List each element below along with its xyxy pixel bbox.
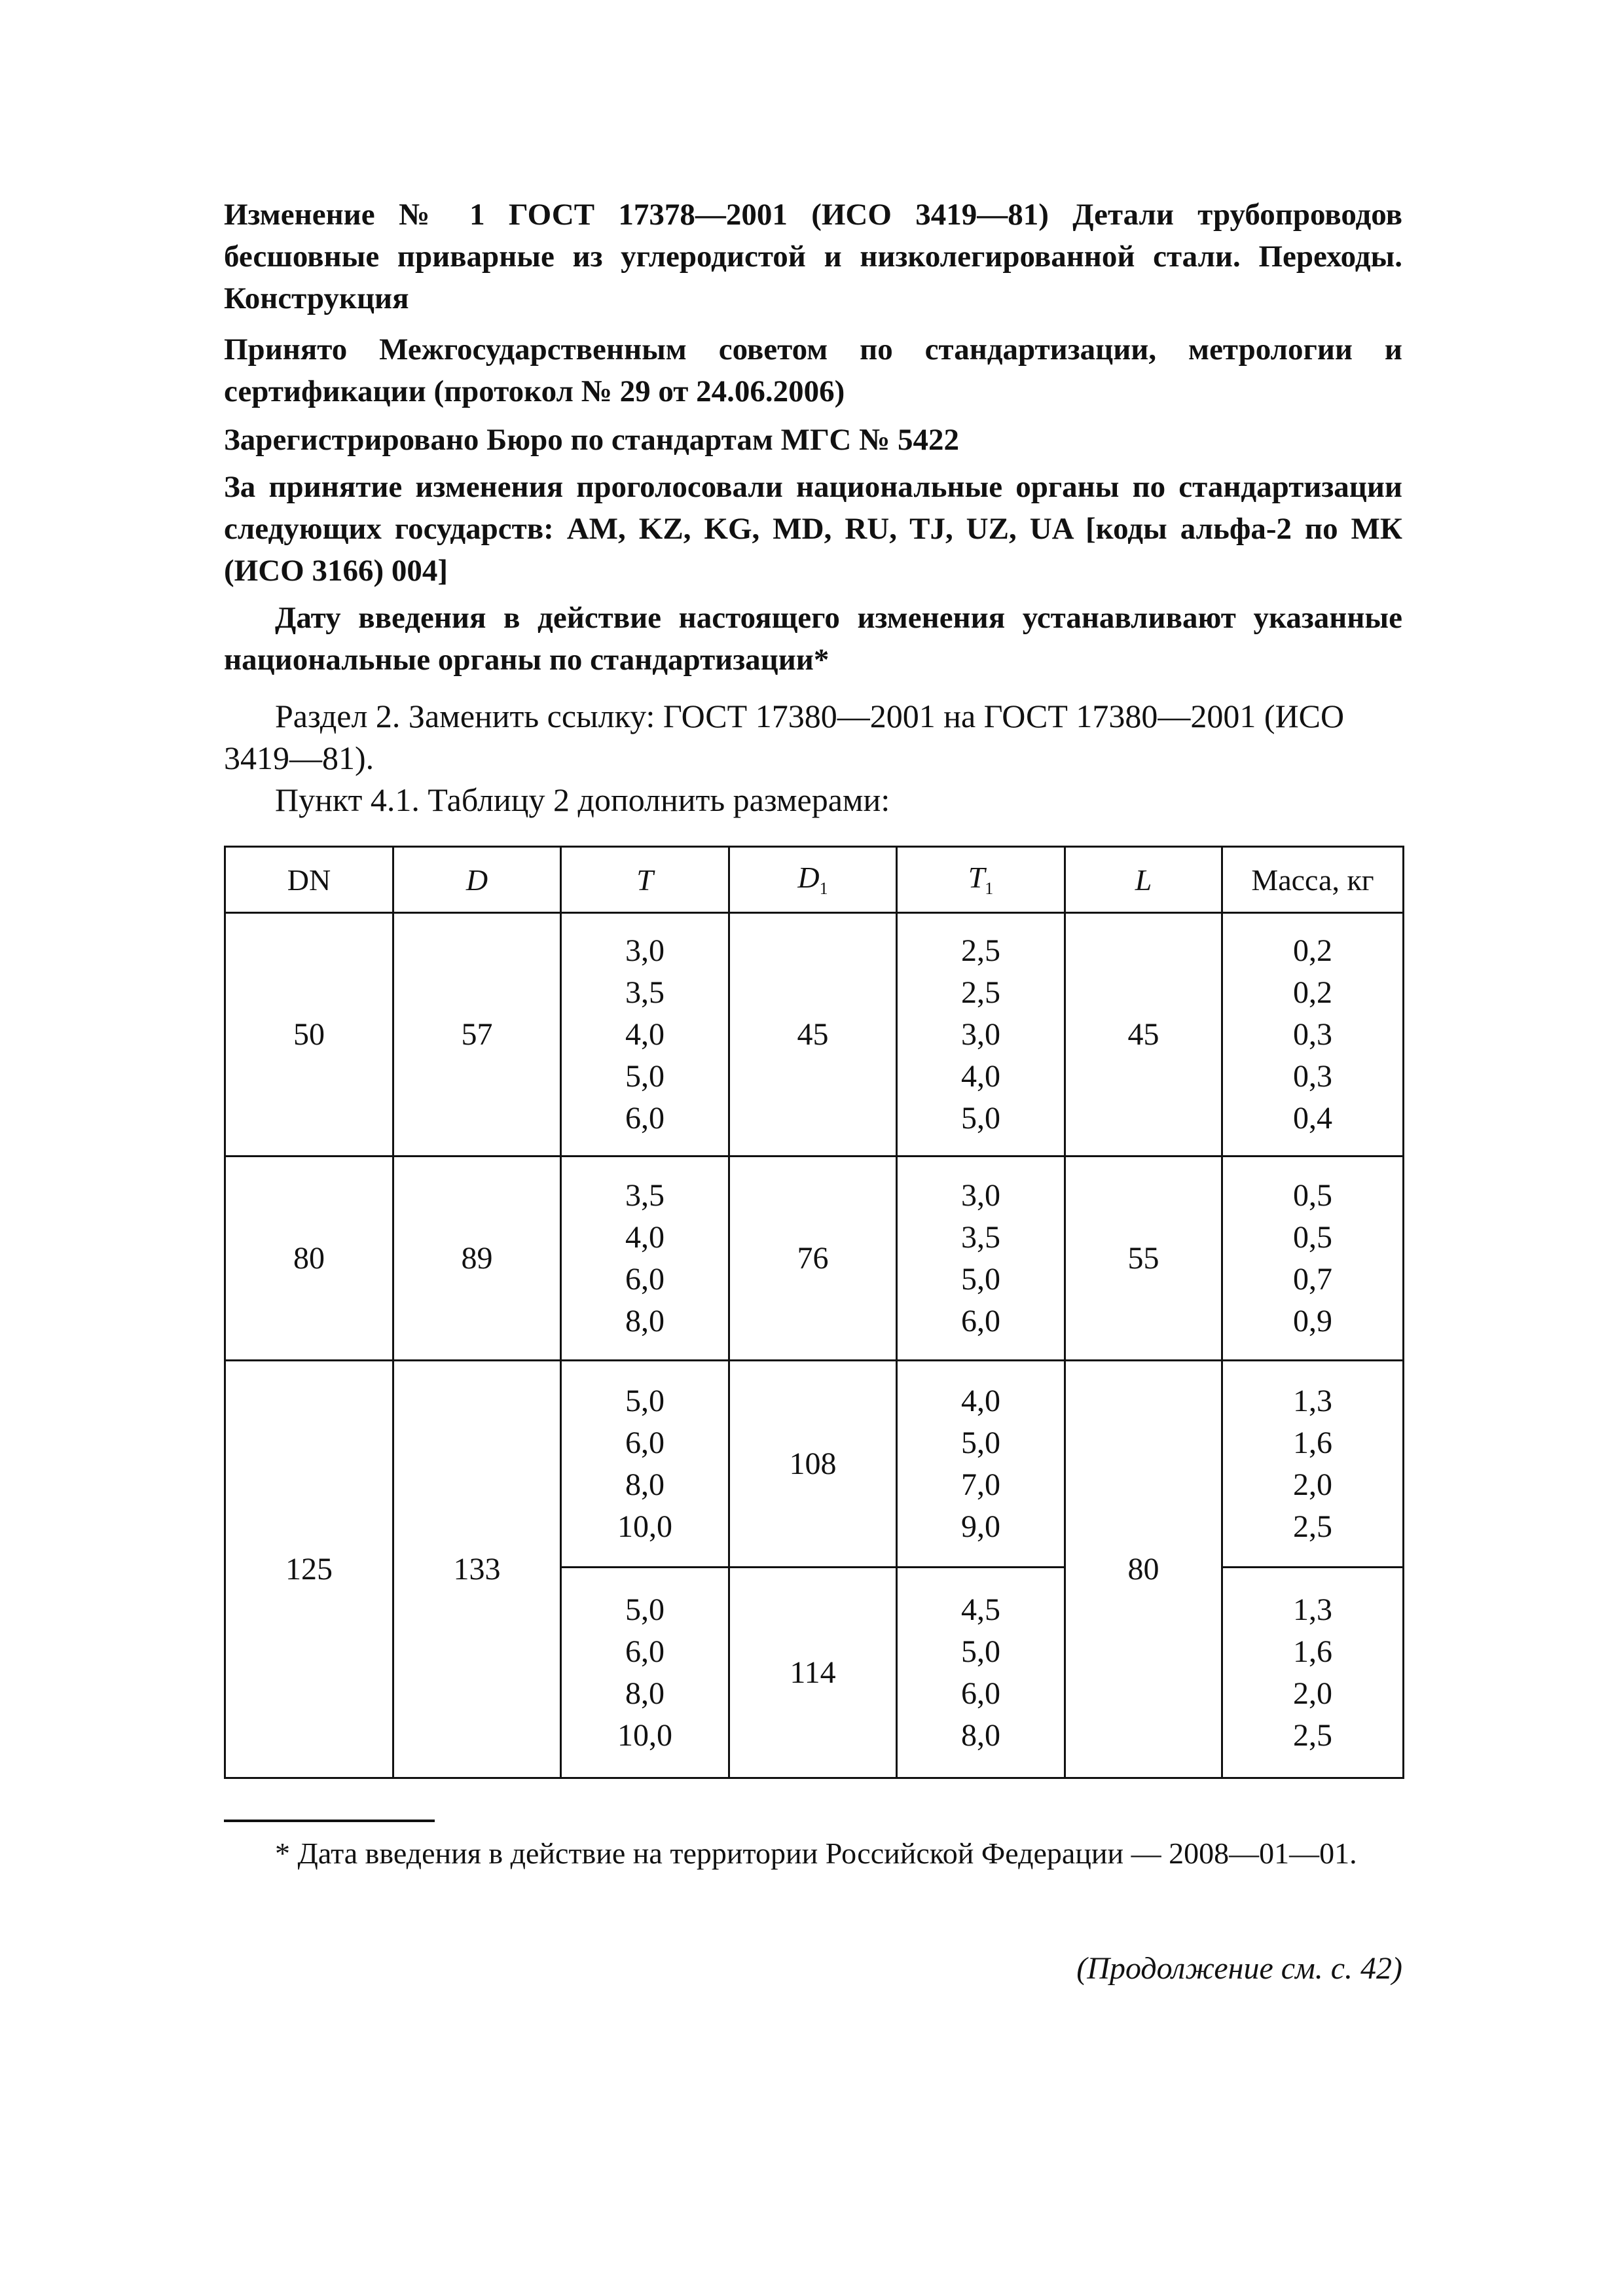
cell-d1: 45 [729, 913, 897, 1157]
header-mass: Масса, кг [1222, 847, 1404, 913]
cell-mass: 1,3 1,6 2,0 2,5 [1222, 1568, 1404, 1778]
cell-t: 5,0 6,0 8,0 10,0 [561, 1361, 729, 1568]
cell-t1: 3,0 3,5 5,0 6,0 [897, 1157, 1065, 1361]
header-dn: DN [225, 847, 393, 913]
cell-d1: 108 [729, 1361, 897, 1568]
registration-note: Зарегистрировано Бюро по стандартам МГС № 5422 [224, 423, 959, 457]
section-2-change: Раздел 2. Заменить ссылку: ГОСТ 17380—2001 на ГОСТ 17380—2001 (ИСО 3419—81). [224, 698, 1345, 776]
dimensions-table [224, 846, 1404, 1779]
effective-date-note: Дату введения в действие настоящего изменения устанавливают указанные национальные органы по стандартизации* [224, 601, 1402, 677]
point-4-1-change: Пункт 4.1. Таблицу 2 дополнить размерами: [275, 781, 890, 818]
cell-d: 89 [393, 1157, 561, 1361]
header-t1: $T_1$ [897, 847, 1065, 913]
header-d1: $D_1$ [729, 847, 897, 913]
cell-d: 57 [393, 913, 561, 1157]
cell-t1: 2,5 2,5 3,0 4,0 5,0 [897, 913, 1065, 1157]
footnote-divider [224, 1820, 435, 1822]
cell-mass: 0,2 0,2 0,3 0,3 0,4 [1222, 913, 1404, 1157]
table-row [225, 1361, 1404, 1568]
cell-d: 133 [393, 1361, 561, 1778]
cell-t: 3,5 4,0 6,0 8,0 [561, 1157, 729, 1361]
table-row [225, 1157, 1404, 1361]
cell-t: 3,0 3,5 4,0 5,0 6,0 [561, 913, 729, 1157]
cell-mass: 0,5 0,5 0,7 0,9 [1222, 1157, 1404, 1361]
header-d: D [393, 847, 561, 913]
cell-t1: 4,5 5,0 6,0 8,0 [897, 1568, 1065, 1778]
table-row [225, 913, 1404, 1157]
cell-l: 80 [1065, 1361, 1222, 1778]
cell-l: 55 [1065, 1157, 1222, 1361]
cell-dn: 50 [225, 913, 393, 1157]
header-l: L [1065, 847, 1222, 913]
amendment-title: Изменение № 1 ГОСТ 17378—2001 (ИСО 3419—81) Детали трубопроводов бесшовные приварные из углеродистой и низколегированной стали. Переходы. Конструкция [224, 198, 1402, 315]
footnote: * Дата введения в действие на территории Российской Федерации — 2008—01—01. [275, 1837, 1357, 1870]
cell-dn: 80 [225, 1157, 393, 1361]
table-header-row [225, 847, 1404, 913]
continuation-note: (Продолжение см. с. 42) [1076, 1951, 1402, 1986]
cell-d1: 76 [729, 1157, 897, 1361]
cell-l: 45 [1065, 913, 1222, 1157]
header-t: T [561, 847, 729, 913]
cell-dn: 125 [225, 1361, 393, 1778]
cell-d1: 114 [729, 1568, 897, 1778]
adopted-by-note: Принято Межгосударственным советом по стандартизации, метрологии и сертификации (протокол № 29 от 24.06.2006) [224, 332, 1402, 408]
cell-mass: 1,3 1,6 2,0 2,5 [1222, 1361, 1404, 1568]
voting-states-note: За принятие изменения проголосовали национальные органы по стандартизации следующих государств: AM, KZ, KG, MD, RU, TJ, UZ, UA [коды альфа-2 по МК (ИСО 3166) 004] [224, 470, 1402, 588]
cell-t: 5,0 6,0 8,0 10,0 [561, 1568, 729, 1778]
cell-t1: 4,0 5,0 7,0 9,0 [897, 1361, 1065, 1568]
